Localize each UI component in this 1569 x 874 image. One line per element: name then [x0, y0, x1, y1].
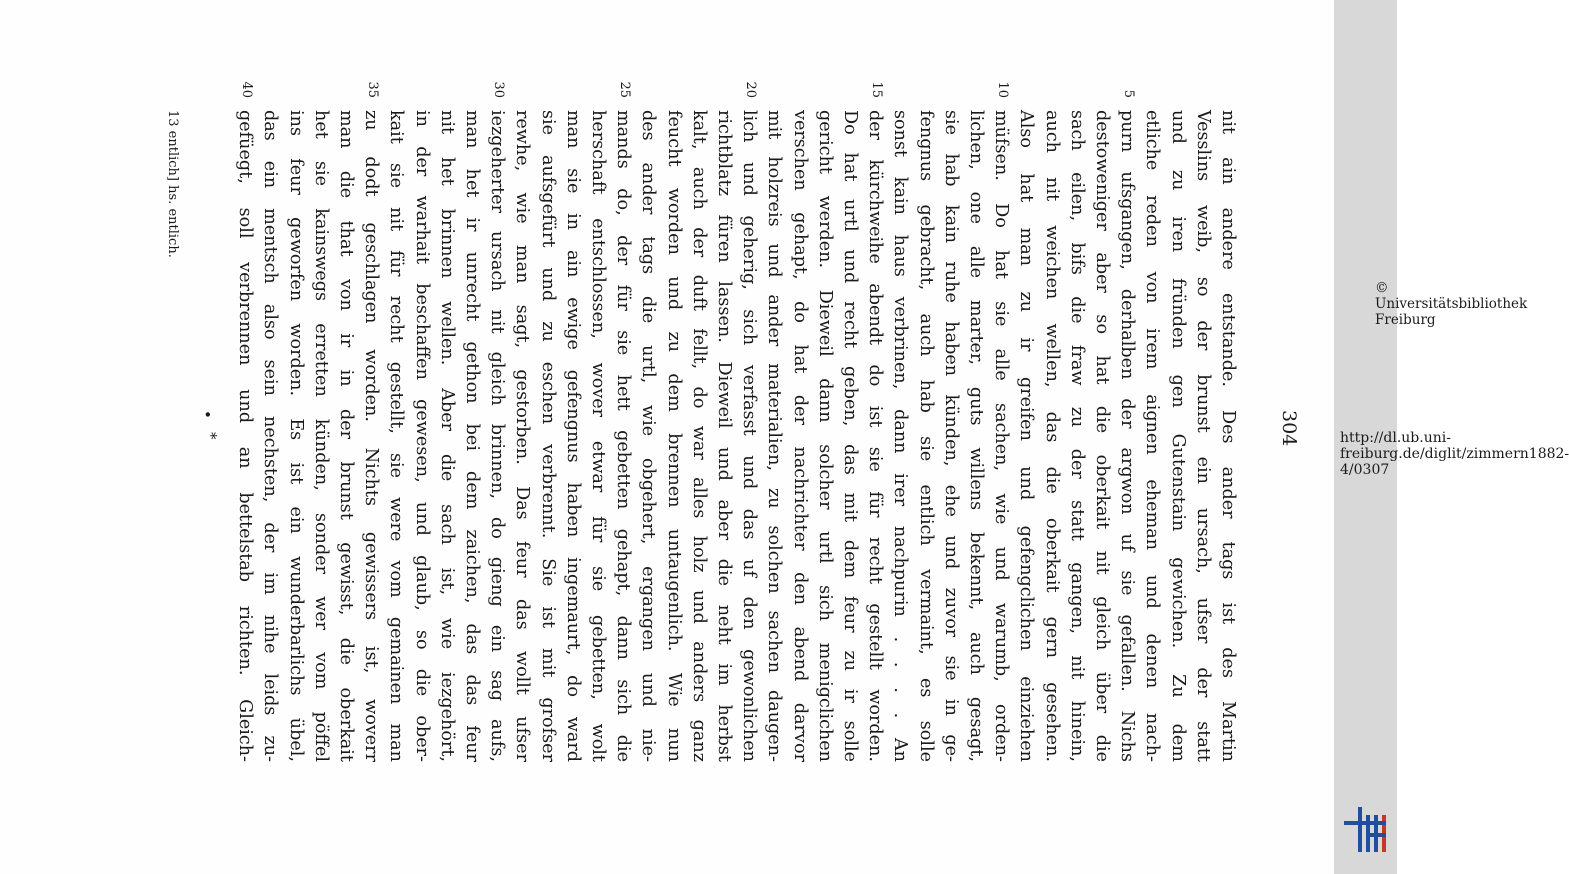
text-line: Vesslins weib, so der brunst ein ursach, ufser der statt	[1192, 110, 1213, 762]
text-line: das ein mentsch also sein nechsten, der im nihe leids zu-	[260, 110, 281, 762]
text-line: man die that von ir in der brunst gewisst, die oberkait	[336, 110, 356, 762]
line-number: 5	[1121, 89, 1137, 98]
text-line: destoweniger aber so hat die oberkait nit gleich über die	[1092, 110, 1112, 762]
text-line: kalt, auch der duft fellt, do war alles holz und anders ganz	[688, 110, 709, 762]
text-line: der kürchweihe abendt do ist sie für recht gestellt worden.	[865, 110, 886, 762]
text-line: het sie kainswegs erretten künden, sonder wer vom pöffel	[310, 110, 331, 762]
text-line: etliche reden von irem aignen eheman und denen nach-	[1142, 110, 1163, 762]
line-number: 30	[491, 81, 507, 98]
copyright-notice: © Universitätsbibliothek Freiburg	[1375, 280, 1528, 328]
text-line: und zu iren fründen gen Gutenstain gewichen. Zu dem	[1167, 110, 1188, 762]
text-line: sie aufsgefürt und zu eschen verbrennt. Sie ist mit grofser	[537, 110, 558, 762]
text-line: mit holzreis und ander materialien, zu solchen sachen daugen-	[764, 110, 785, 762]
text-line: sach eilen, bifs die fraw zu der statt gangen, nit hinein,	[1066, 110, 1087, 762]
text-line: zu dodt geschlagen worden. Nichts gewissers ist, woverr	[361, 110, 382, 762]
line-number: 10	[995, 81, 1011, 98]
text-line: nit het brinnen wellen. Aber die sach ist, wie iezgehört,	[436, 110, 457, 762]
asterisk-mark: *	[202, 432, 220, 440]
text-line: ins feur geworfen worden. Es ist ein wunderbarlichs übel,	[285, 110, 306, 762]
text-line: müfsen. Do hat sie alle sachen, wie und warumb, orden-	[991, 110, 1012, 762]
source-url[interactable]: http://dl.ub.uni-freiburg.de/diglit/zimmern1882-4/0307	[1340, 430, 1569, 478]
line-number: 35	[365, 81, 381, 98]
text-line: sonst kain haus verbrinen, dann irer nachpurin . . . . An	[890, 110, 911, 762]
text-line: auch nit weichen wellen, das die oberkait gern gesehen.	[1041, 110, 1062, 762]
text-line: rewhe, wie man sagt, gestorben. Das feur das wollt ufser	[512, 110, 533, 762]
text-line: Do hat urtl und recht geben, das mit dem feur zu ir solle	[840, 110, 860, 762]
text-line: des ander tags die urtl, wie obgehert, ergangen und nie-	[638, 110, 659, 762]
line-number: 40	[239, 81, 255, 98]
footnote: 13 entlich] hs. entlich.	[165, 110, 180, 258]
line-number: 15	[869, 81, 885, 98]
text-line: feucht worden und zu dem brennen untaugenlich. Wie nun	[663, 110, 684, 762]
text-line: lich und geherig, sich verfasst und das uf den gewonlichen	[739, 110, 760, 762]
text-line: fengnus gebracht, auch hab sie entlich vermaint, es solle	[915, 110, 936, 762]
text-line: gefüegt, soll verbrennen und an bettelstab richten. Gleich-	[235, 110, 256, 762]
text-line: nit ain andere entstande. Des ander tags ist des Martin	[1218, 110, 1238, 762]
text-line: man het ir unrecht gethon bei dem zaichen, das das feur	[462, 110, 482, 762]
page-number: 304	[1278, 410, 1300, 447]
text-line: verschen gehapt, do hat der nachrichter den abend darvor	[789, 110, 810, 762]
text-line: in der warhait beschaffen gewesen, und glaub, so die ober-	[411, 110, 432, 762]
text-line: Also hat man zu ir greifen und gefengclichen einziehen	[1016, 110, 1037, 762]
text-line: kait sie nit für recht gestellt, sie were vom gemainen man	[386, 110, 407, 762]
ub-freiburg-logo-icon	[1344, 807, 1390, 852]
text-line: mands do, der für sie hett gebetten gehapt, dann sich die	[613, 110, 634, 762]
text-line: purn ufsgangen, derhalben der argwon uf sie gefallen. Nichs	[1117, 110, 1138, 762]
text-line: iezgeherter ursach nit gleich brinnen, do gieng ein sag aufs,	[487, 110, 508, 762]
bullet-mark: •	[198, 410, 216, 419]
text-line: gericht werden. Dieweil dann solcher urtl sich menigclichen	[814, 110, 835, 762]
text-line: sie hab kain ruhe haben künden, ehe und zuvor sie in ge-	[940, 110, 961, 762]
text-line: herschaft entschlossen, wover etwar für sie gebetten, wolt	[588, 110, 608, 762]
text-line: lichen, one alle marter, guts willens bekennt, auch gesagt,	[966, 110, 986, 762]
line-number: 25	[617, 81, 633, 98]
text-line: man sie in ain ewige gefengnus haben ingemaurt, do ward	[562, 110, 583, 762]
line-number: 20	[743, 81, 759, 98]
text-line: richtblatz füren lassen. Dieweil und aber die neht im herbst	[714, 110, 734, 762]
